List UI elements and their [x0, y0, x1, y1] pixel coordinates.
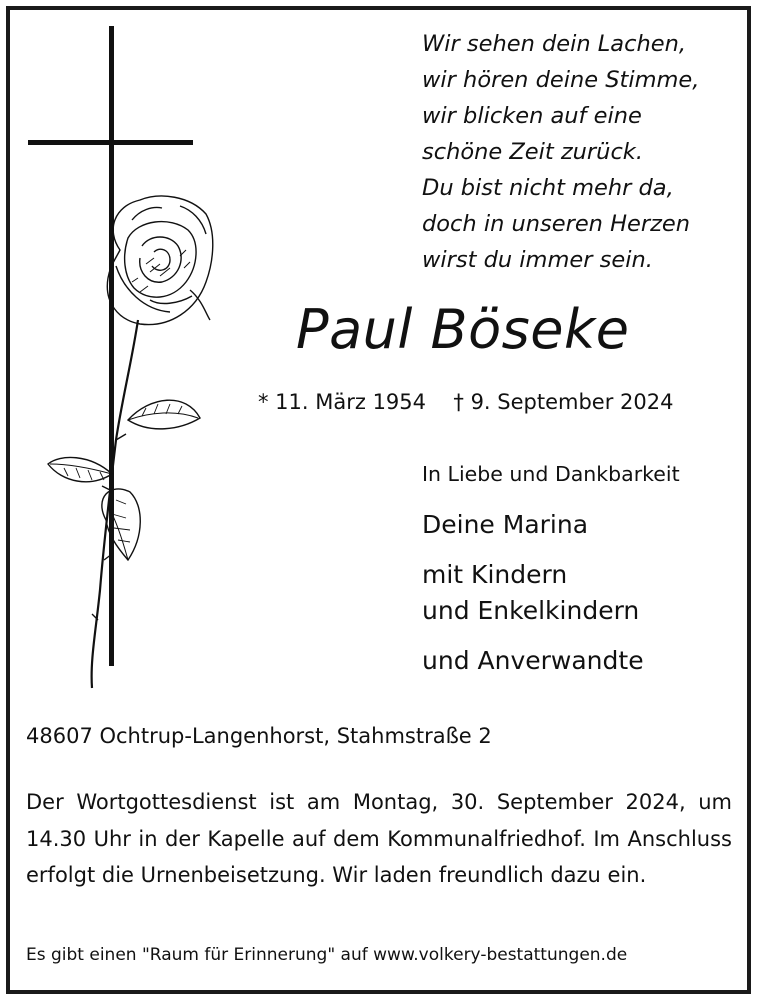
life-dates: [258, 390, 673, 414]
poem-line: Wir sehen dein Lachen,: [422, 31, 686, 57]
birth-date: * 11. März 1954: [258, 390, 427, 414]
poem-line: wir blicken auf eine: [422, 103, 642, 129]
poem-line: schöne Zeit zurück.: [422, 139, 643, 165]
mourner-spouse: Deine Marina: [422, 510, 589, 539]
service-notice: Der Wortgottesdienst ist am Montag, 30. September 2024, um 14.30 Uhr in der Kapelle auf dem Kommunalfriedhof. Im Anschluss erfolgt die Urnenbeisetzung. Wir laden freundlich dazu ein.: [26, 790, 732, 887]
mourner-children: mit Kindern: [422, 560, 568, 589]
mourner-relatives: und Anverwandte: [422, 646, 644, 675]
poem-line: wir hören deine Stimme,: [422, 67, 700, 93]
mourners-list: [422, 507, 644, 679]
poem-line: wirst du immer sein.: [422, 247, 653, 273]
poem: [422, 26, 742, 278]
cross-icon: [28, 26, 193, 666]
cross-rose-illustration: [20, 20, 220, 700]
death-date: † 9. September 2024: [453, 390, 674, 414]
poem-line: doch in unseren Herzen: [422, 211, 691, 237]
memorial-link-notice: Es gibt einen "Raum für Erinnerung" auf www.volkery-bestattungen.de: [26, 945, 628, 965]
poem-line: Du bist nicht mehr da,: [422, 175, 674, 201]
mourner-grandchildren: und Enkelkindern: [422, 596, 640, 625]
address: 48607 Ochtrup-Langenhorst, Stahmstraße 2: [26, 724, 492, 748]
mourners-intro: In Liebe und Dankbarkeit: [422, 462, 680, 486]
rose-icon: [48, 196, 213, 688]
deceased-name: Paul Böseke: [296, 298, 630, 361]
